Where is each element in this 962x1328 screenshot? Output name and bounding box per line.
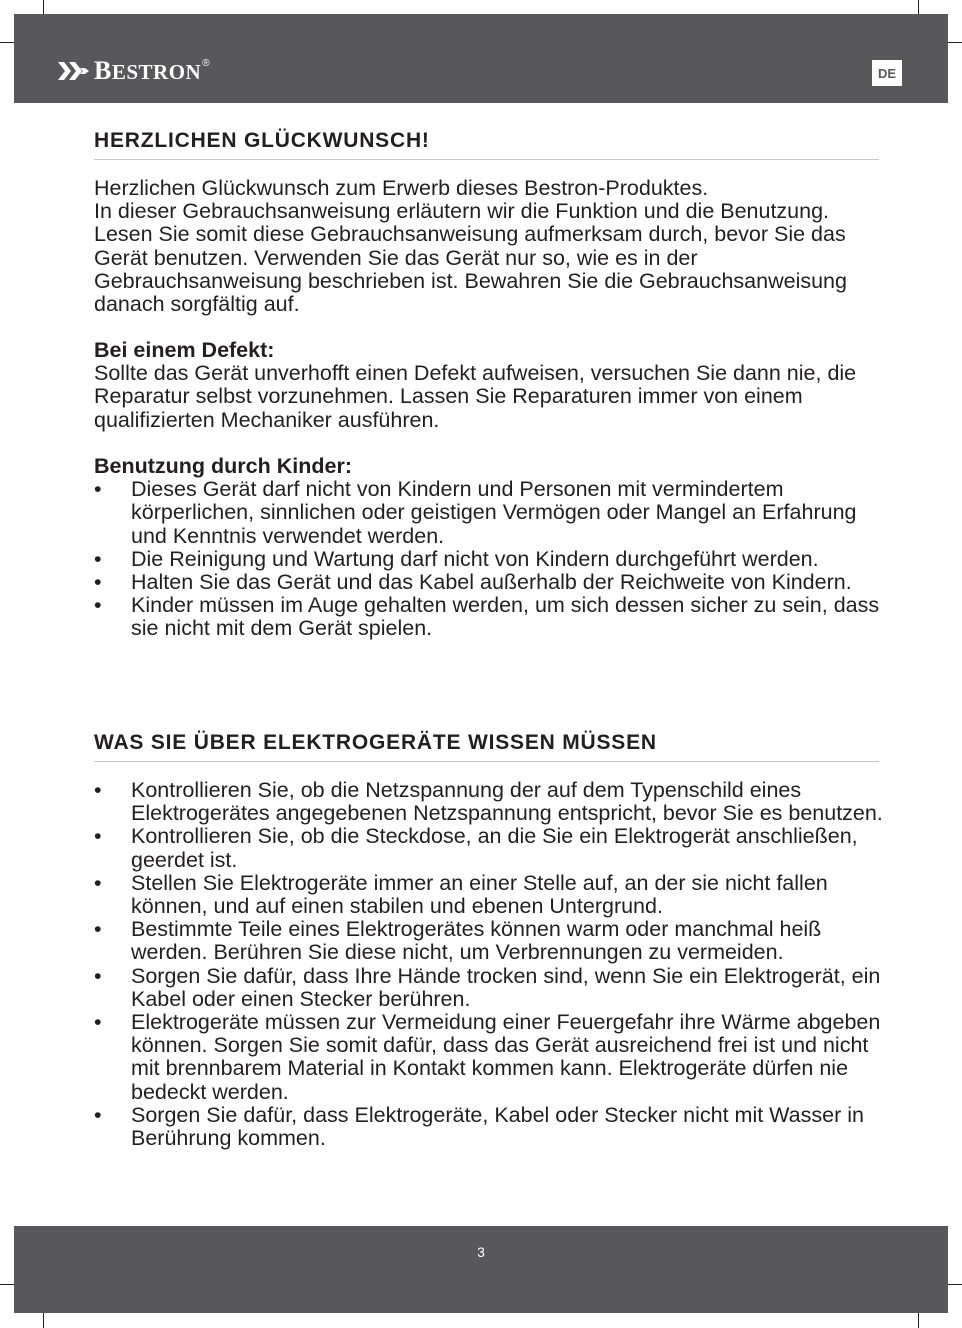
list-item: • Kinder müssen im Auge gehalten werden, um sich dessen sicher zu sein, dass sie nicht mit dem Gerät spielen. xyxy=(94,594,884,640)
list-item: • Kontrollieren Sie, ob die Steckdose, an die Sie ein Elektrogerät anschließen, geerdet ist. xyxy=(94,825,884,871)
intro-block xyxy=(94,177,884,316)
defect-heading: Bei einem Defekt: xyxy=(94,338,275,362)
page-number: 3 xyxy=(477,1244,485,1260)
intro-paragraph: In dieser Gebrauchsanweisung erläutern wir die Funktion und die Benutzung. Lesen Sie somit diese Gebrauchsanweisung aufmerksam durch, bevor Sie das Gerät benutzen. Verwenden Sie das Gerät nur so, wie es in der Gebrauchsanweisung beschrieben ist. Bewahren Sie die Gebrauchsanweisung danach sorgfältig auf. xyxy=(94,199,847,317)
section-divider xyxy=(94,159,879,160)
list-item: • Halten Sie das Gerät und das Kabel außerhalb der Reichweite von Kindern. xyxy=(94,571,884,594)
electrical-list xyxy=(94,779,884,1150)
children-heading: Benutzung durch Kinder: xyxy=(94,454,352,478)
list-item: • Bestimmte Teile eines Elektrogerätes können warm oder manchmal heiß werden. Berühren Sie diese nicht, um Verbrennungen zu vermeiden. xyxy=(94,918,884,964)
brand-logo xyxy=(58,58,210,84)
list-item: • Dieses Gerät darf nicht von Kindern und Personen mit vermindertem körperlichen, sinnlichen oder geistigen Vermögen oder Mangel an Erfahrung und Kenntnis verwendet werden. xyxy=(94,478,884,548)
registered-mark: ® xyxy=(202,58,210,69)
defect-block xyxy=(94,339,884,432)
chevron-logo-icon xyxy=(58,60,92,82)
footer-band xyxy=(14,1226,948,1313)
electrical-block xyxy=(94,779,884,1150)
intro-line: Herzlichen Glückwunsch zum Erwerb dieses Bestron-Produktes. xyxy=(94,176,709,200)
list-item: • Sorgen Sie dafür, dass Ihre Hände trocken sind, wenn Sie ein Elektrogerät, ein Kabel oder einen Stecker berühren. xyxy=(94,965,884,1011)
list-item: • Stellen Sie Elektrogeräte immer an einer Stelle auf, an der sie nicht fallen können, und auf einen stabilen und ebenen Untergrund. xyxy=(94,872,884,918)
children-block xyxy=(94,455,884,641)
list-item: • Die Reinigung und Wartung darf nicht von Kindern durchgeführt werden. xyxy=(94,548,884,571)
section-title-electrical: WAS SIE ÜBER ELEKTROGERÄTE WISSEN MÜSSEN xyxy=(94,731,657,754)
section-title-congratulations: HERZLICHEN GLÜCKWUNSCH! xyxy=(94,129,430,152)
list-item: • Elektrogeräte müssen zur Vermeidung einer Feuergefahr ihre Wärme abgeben können. Sorgen Sie somit dafür, dass das Gerät ausreichend frei ist und nicht mit brennbarem Material in Kontakt kommen kann. Elektrogeräte dürfen nie bedeckt werden. xyxy=(94,1011,884,1104)
section-divider xyxy=(94,761,879,762)
list-item: • Kontrollieren Sie, ob die Netzspannung der auf dem Typenschild eines Elektrogerätes angegebenen Netzspannung entspricht, bevor Sie es benutzen. xyxy=(94,779,884,825)
language-badge: DE xyxy=(872,60,902,86)
defect-text: Sollte das Gerät unverhofft einen Defekt aufweisen, versuchen Sie dann nie, die Reparatur selbst vorzunehmen. Lassen Sie Reparaturen immer von einem qualifizierten Mechaniker ausführen. xyxy=(94,361,857,432)
children-list xyxy=(94,478,884,640)
brand-name: BESTRON xyxy=(94,56,202,85)
list-item: • Sorgen Sie dafür, dass Elektrogeräte, Kabel oder Stecker nicht mit Wasser in Berührung kommen. xyxy=(94,1104,884,1150)
